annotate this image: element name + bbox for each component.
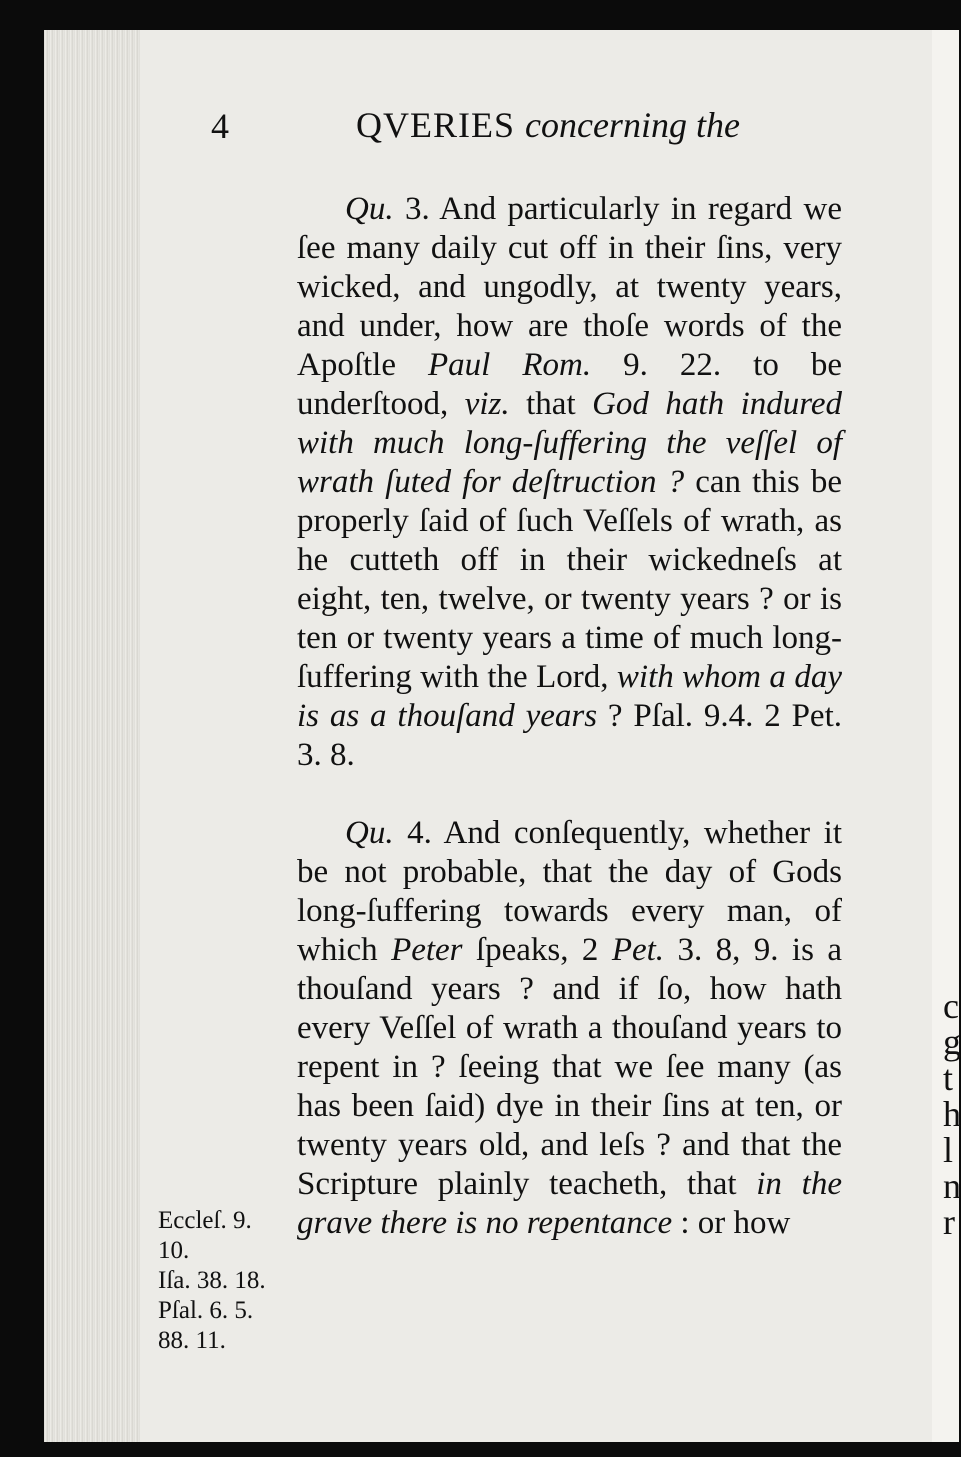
italic-text: Paul Rom. (428, 347, 592, 383)
italic-text: in the grave there is no repentance (297, 1166, 842, 1241)
facing-page-letter: h (943, 1094, 961, 1134)
roman-text: 3. And particularly in regard we ſee many daily cut off in their ſins, very wicked, and ungodly, at twenty years, and under, how are thoſe words of the Apoſtle (297, 191, 842, 383)
facing-page-letters (943, 988, 961, 1240)
facing-page-letter: r (943, 1202, 955, 1242)
facing-page-letter: c (943, 986, 959, 1026)
facing-page-edge (932, 30, 959, 1442)
italic-text: viz. (464, 386, 510, 422)
running-title-caps: QVERIES (356, 105, 515, 145)
roman-text: 4. And conſequently, whether it be not probable, that the day of Gods long-ſuffering towards every man, of which (297, 815, 842, 968)
facing-page-letter: l (943, 1130, 954, 1170)
facing-page-letter: n (943, 1166, 961, 1206)
query-paragraph (297, 814, 842, 1243)
roman-text: : or how (672, 1205, 791, 1241)
margin-ref: Iſa. 38. 18. (158, 1267, 266, 1294)
margin-ref: 10. (158, 1237, 190, 1264)
page-number: 4 (211, 106, 229, 146)
italic-text: Peter (391, 932, 463, 968)
italic-text: Pet. (611, 932, 665, 968)
query-label: Qu. (345, 191, 394, 227)
roman-text: ſpeaks, 2 (462, 932, 612, 968)
margin-references (158, 1206, 288, 1356)
page-gutter (44, 30, 140, 1442)
margin-ref: Pſal. 6. 5. (158, 1297, 254, 1324)
italic-text: with whom a day is as a thouſand years (297, 659, 842, 734)
roman-text: ? Pſal. 9.4. 2 Pet. 3. 8. (297, 698, 842, 773)
query-label: Qu. (345, 815, 394, 851)
roman-text: 3. 8, 9. is a thouſand years ? and if ſo, how hath every Veſſel of wrath a thouſand years to repent in ? ſeeing that we ſee many (as has been ſaid) dye in their ſins at ten, or twenty years old, and leſs ? and that the Scripture plainly teacheth, that (297, 932, 842, 1202)
running-title (356, 104, 740, 146)
margin-ref: 88. 11. (158, 1327, 226, 1354)
margin-ref: Eccleſ. 9. (158, 1207, 252, 1234)
italic-text: God hath indured with much long-ſuffering the veſſel of wrath ſuted for deſtruction ? (297, 386, 842, 500)
running-title-italic: concerning the (525, 105, 740, 145)
body-text (297, 190, 842, 1243)
facing-page-letter: g (943, 1022, 961, 1062)
query-paragraph (297, 190, 842, 775)
roman-text: 9. 22. to be underſtood, (297, 347, 842, 422)
roman-text: can this be properly ſaid of ſuch Veſſels of wrath, as he cutteth off in their wickedneſs at eight, ten, twelve, or twenty years ? or is ten or twenty years a time of much long-ſuffering with the Lord, (297, 464, 842, 695)
roman-text: that (509, 386, 593, 422)
facing-page-letter: t (943, 1058, 954, 1098)
